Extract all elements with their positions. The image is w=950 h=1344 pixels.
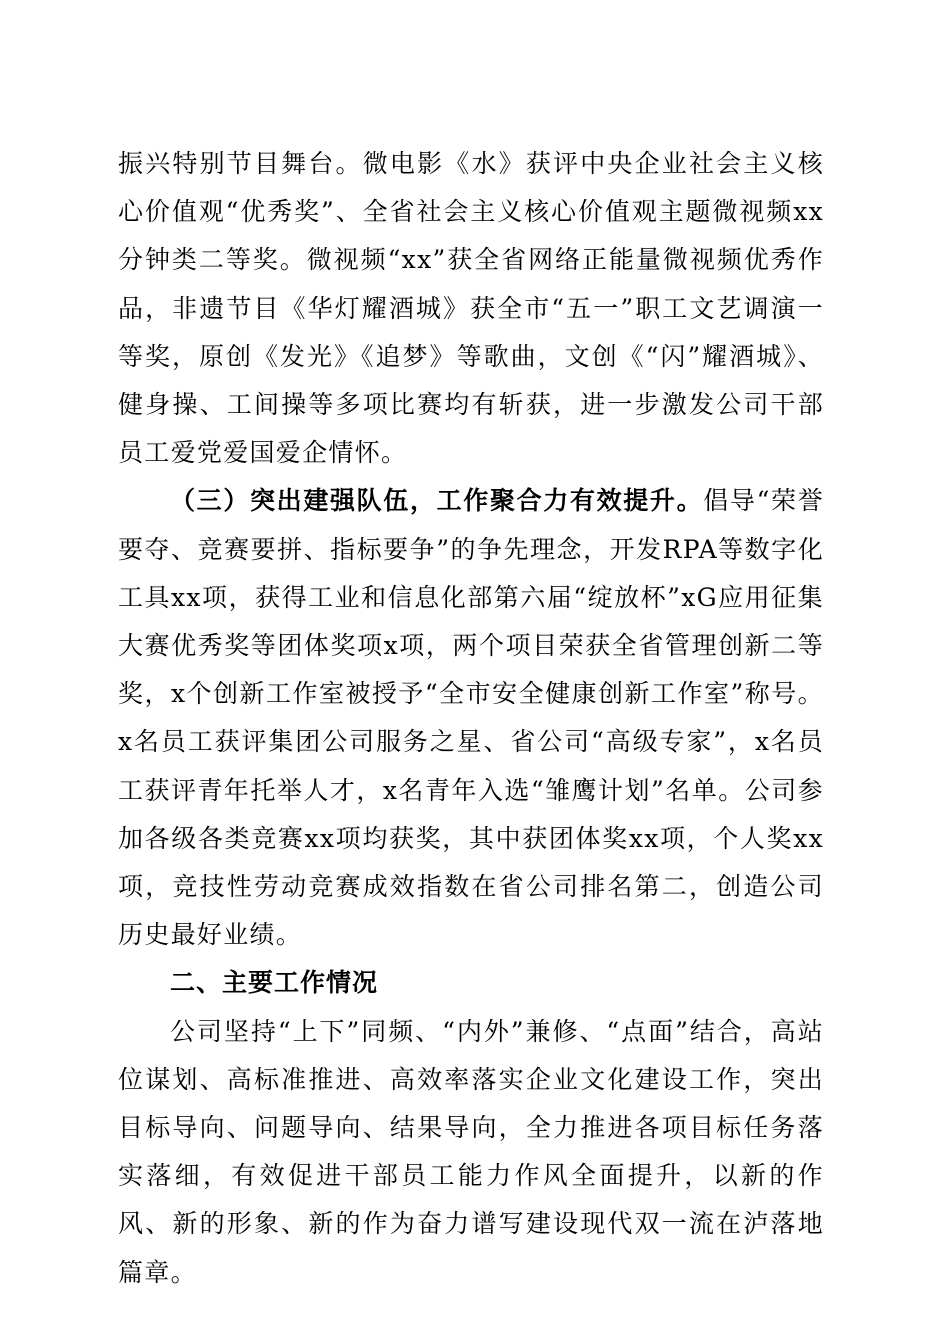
paragraph-awards-culture: 振兴特别节目舞台。微电影《水》获评中央企业社会主义核心价值观“优秀奖”、全省社会主义核心价值观主题微视频xx分钟类二等奖。微视频“xx”获全省网络正能量微视频优秀作品，非遗节目《华灯耀酒城》获全市“五一”职工文艺调演一等奖，原创《发光》《追梦》等歌曲，文创《“闪”耀酒城》、健身操、工间操等多项比赛均有斩获，进一步激发公司干部员工爱党爱国爱企情怀。	[118, 149, 824, 468]
document-body	[118, 140, 824, 1297]
section-heading: 二、主要工作情况	[170, 968, 379, 998]
paragraph-main-work: 公司坚持“上下”同频、“内外”兼修、“点面”结合，高站位谋划、高标准推进、高效率落实企业文化建设工作，突出目标导向、问题导向、结果导向，全力推进各项目标任务落实落细，有效促进干部员工能力作风全面提升，以新的作风、新的形象、新的作为奋力谱写建设现代双一流在泸落地篇章。	[118, 1016, 824, 1287]
paragraph-team-building-body: 倡导“荣誉要夺、竞赛要拼、指标要争”的争先理念，开发RPA等数字化工具xx项，获得工业和信息化部第六届“绽放杯”xG应用征集大赛优秀奖等团体奖项x项，两个项目荣获全省管理创新二等奖，x个创新工作室被授予“全市安全健康创新工作室”称号。x名员工获评集团公司服务之星、省公司“高级专家”，x名员工获评青年托举人才，x名青年入选“雏鹰计划”名单。公司参加各级各类竞赛xx项均获奖，其中获团体奖xx项，个人奖xx项，竞技性劳动竞赛成效指数在省公司排名第二，创造公司历史最好业绩。	[118, 486, 824, 950]
section-subheading: （三）突出建强队伍，工作聚合力有效提升。	[170, 486, 704, 516]
paragraph-team-building	[118, 477, 824, 959]
